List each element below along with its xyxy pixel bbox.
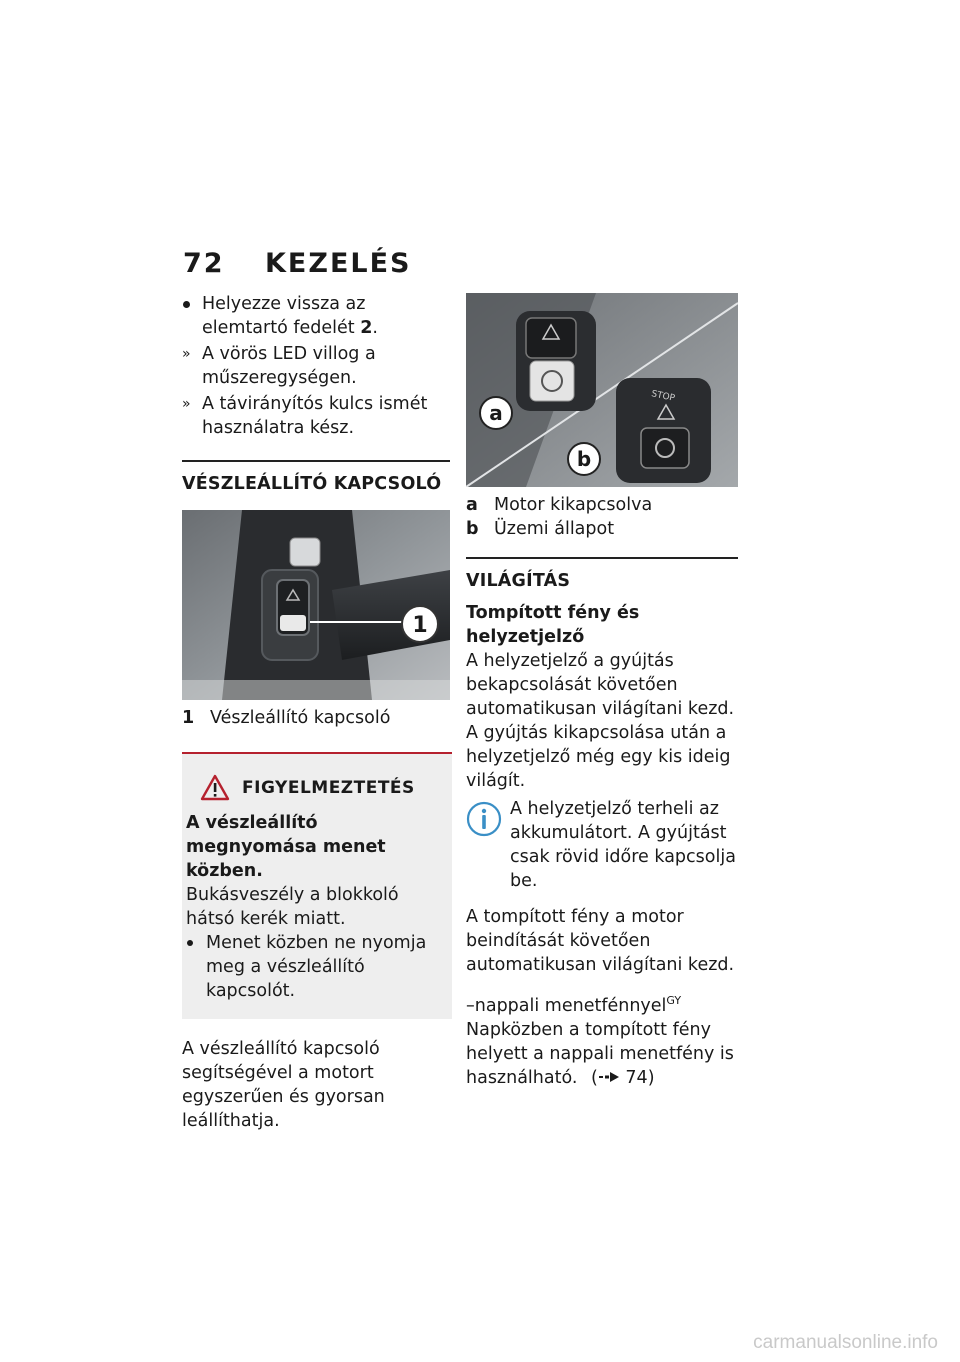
- legend-key: b: [466, 519, 479, 539]
- legend-text: Motor kikapcsolva: [494, 495, 653, 515]
- lighting-p4: [466, 1018, 738, 1090]
- page-reference-link[interactable]: ( 74): [591, 1067, 655, 1088]
- legend-key: a: [466, 495, 478, 515]
- left-column: [182, 292, 450, 1133]
- lighting-section: [466, 557, 738, 1090]
- emergency-switch-section: [182, 460, 450, 730]
- step-text-end: .: [372, 318, 378, 338]
- warning-bullet: [186, 931, 442, 1003]
- legend-row: [466, 517, 738, 541]
- info-note: [466, 797, 738, 893]
- lighting-p1: A helyzetjelző a gyújtás bekapcsolását követően automatikusan világítani kezd.: [466, 651, 735, 719]
- section-title: VILÁGÍTÁS: [466, 571, 571, 591]
- result-text: A távirányítós kulcs ismét használatra kész.: [202, 394, 428, 438]
- lighting-p4-text: Napközben a tompított fény helyett a nappali menetfény is használható.: [466, 1019, 734, 1088]
- switch-states-photo: [466, 293, 738, 487]
- lighting-p2: A gyújtás kikapcsolása után a helyzetjelző még egy kis ideig világít.: [466, 723, 731, 791]
- photo-label-1: 1: [412, 613, 428, 638]
- legend-row: [466, 493, 738, 517]
- warning-title: [186, 774, 442, 801]
- photo-label-a: a: [489, 401, 503, 425]
- right-column: [466, 293, 738, 1090]
- warning-body: Bukásveszély a blokkoló hátsó kerék miatt.: [186, 885, 399, 929]
- lighting-p3: A tompított fény a motor beindítását követően automatikusan világítani kezd.: [466, 907, 735, 975]
- option-label: –nappali menetfénnyel: [466, 995, 667, 1016]
- legend-row: [182, 706, 450, 730]
- page-header: [183, 248, 411, 279]
- info-icon: [466, 801, 502, 837]
- warning-box: [182, 752, 452, 1019]
- arrow-right-icon: [598, 1071, 620, 1083]
- warning-bullet-text: Menet közben ne nyomja meg a vészleállító kapcsolót.: [206, 933, 427, 1001]
- step-ref: 2: [360, 318, 373, 338]
- result-mark: »: [182, 396, 191, 412]
- warning-heading: A vészleállító megnyomása menet közben.: [186, 813, 386, 881]
- legend-text: Üzemi állapot: [494, 519, 615, 539]
- legend-text: Vészleállító kapcsoló: [210, 708, 391, 728]
- emergency-paragraph: A vészleállító kapcsoló segítségével a motort egyszerűen és gyorsan leállíthatja.: [182, 1039, 385, 1131]
- page-number: 72: [183, 248, 225, 279]
- watermark: carmanualsonline.info: [753, 1332, 938, 1353]
- photo-label-stop: STOP: [650, 389, 676, 404]
- page-title: KEZELÉS: [265, 248, 412, 279]
- option-line: [466, 989, 738, 1018]
- page-ref-number: 74: [625, 1067, 648, 1088]
- result-text: A vörös LED villog a műszeregységen.: [202, 344, 376, 388]
- emergency-switch-photo: [182, 510, 450, 700]
- warning-triangle-icon: [200, 774, 230, 801]
- result-item: [182, 392, 450, 440]
- subheading: Tompított fény és helyzetjelző: [466, 603, 640, 647]
- step-bullet: [182, 292, 450, 340]
- photo-label-b: b: [576, 447, 592, 471]
- result-mark: »: [182, 346, 191, 362]
- option-sup: GY: [666, 994, 682, 1007]
- info-text: A helyzetjelző terheli az akkumulátort. A gyújtást csak rövid időre kapcsolja be.: [510, 799, 736, 891]
- result-item: [182, 342, 450, 390]
- step-text: Helyezze vissza az elemtartó fedelét: [202, 294, 366, 338]
- warning-title-text: FIGYELMEZTETÉS: [242, 777, 415, 798]
- section-title: VÉSZLEÁLLÍTÓ KAPCSOLÓ: [182, 474, 442, 494]
- legend-key: 1: [182, 708, 195, 728]
